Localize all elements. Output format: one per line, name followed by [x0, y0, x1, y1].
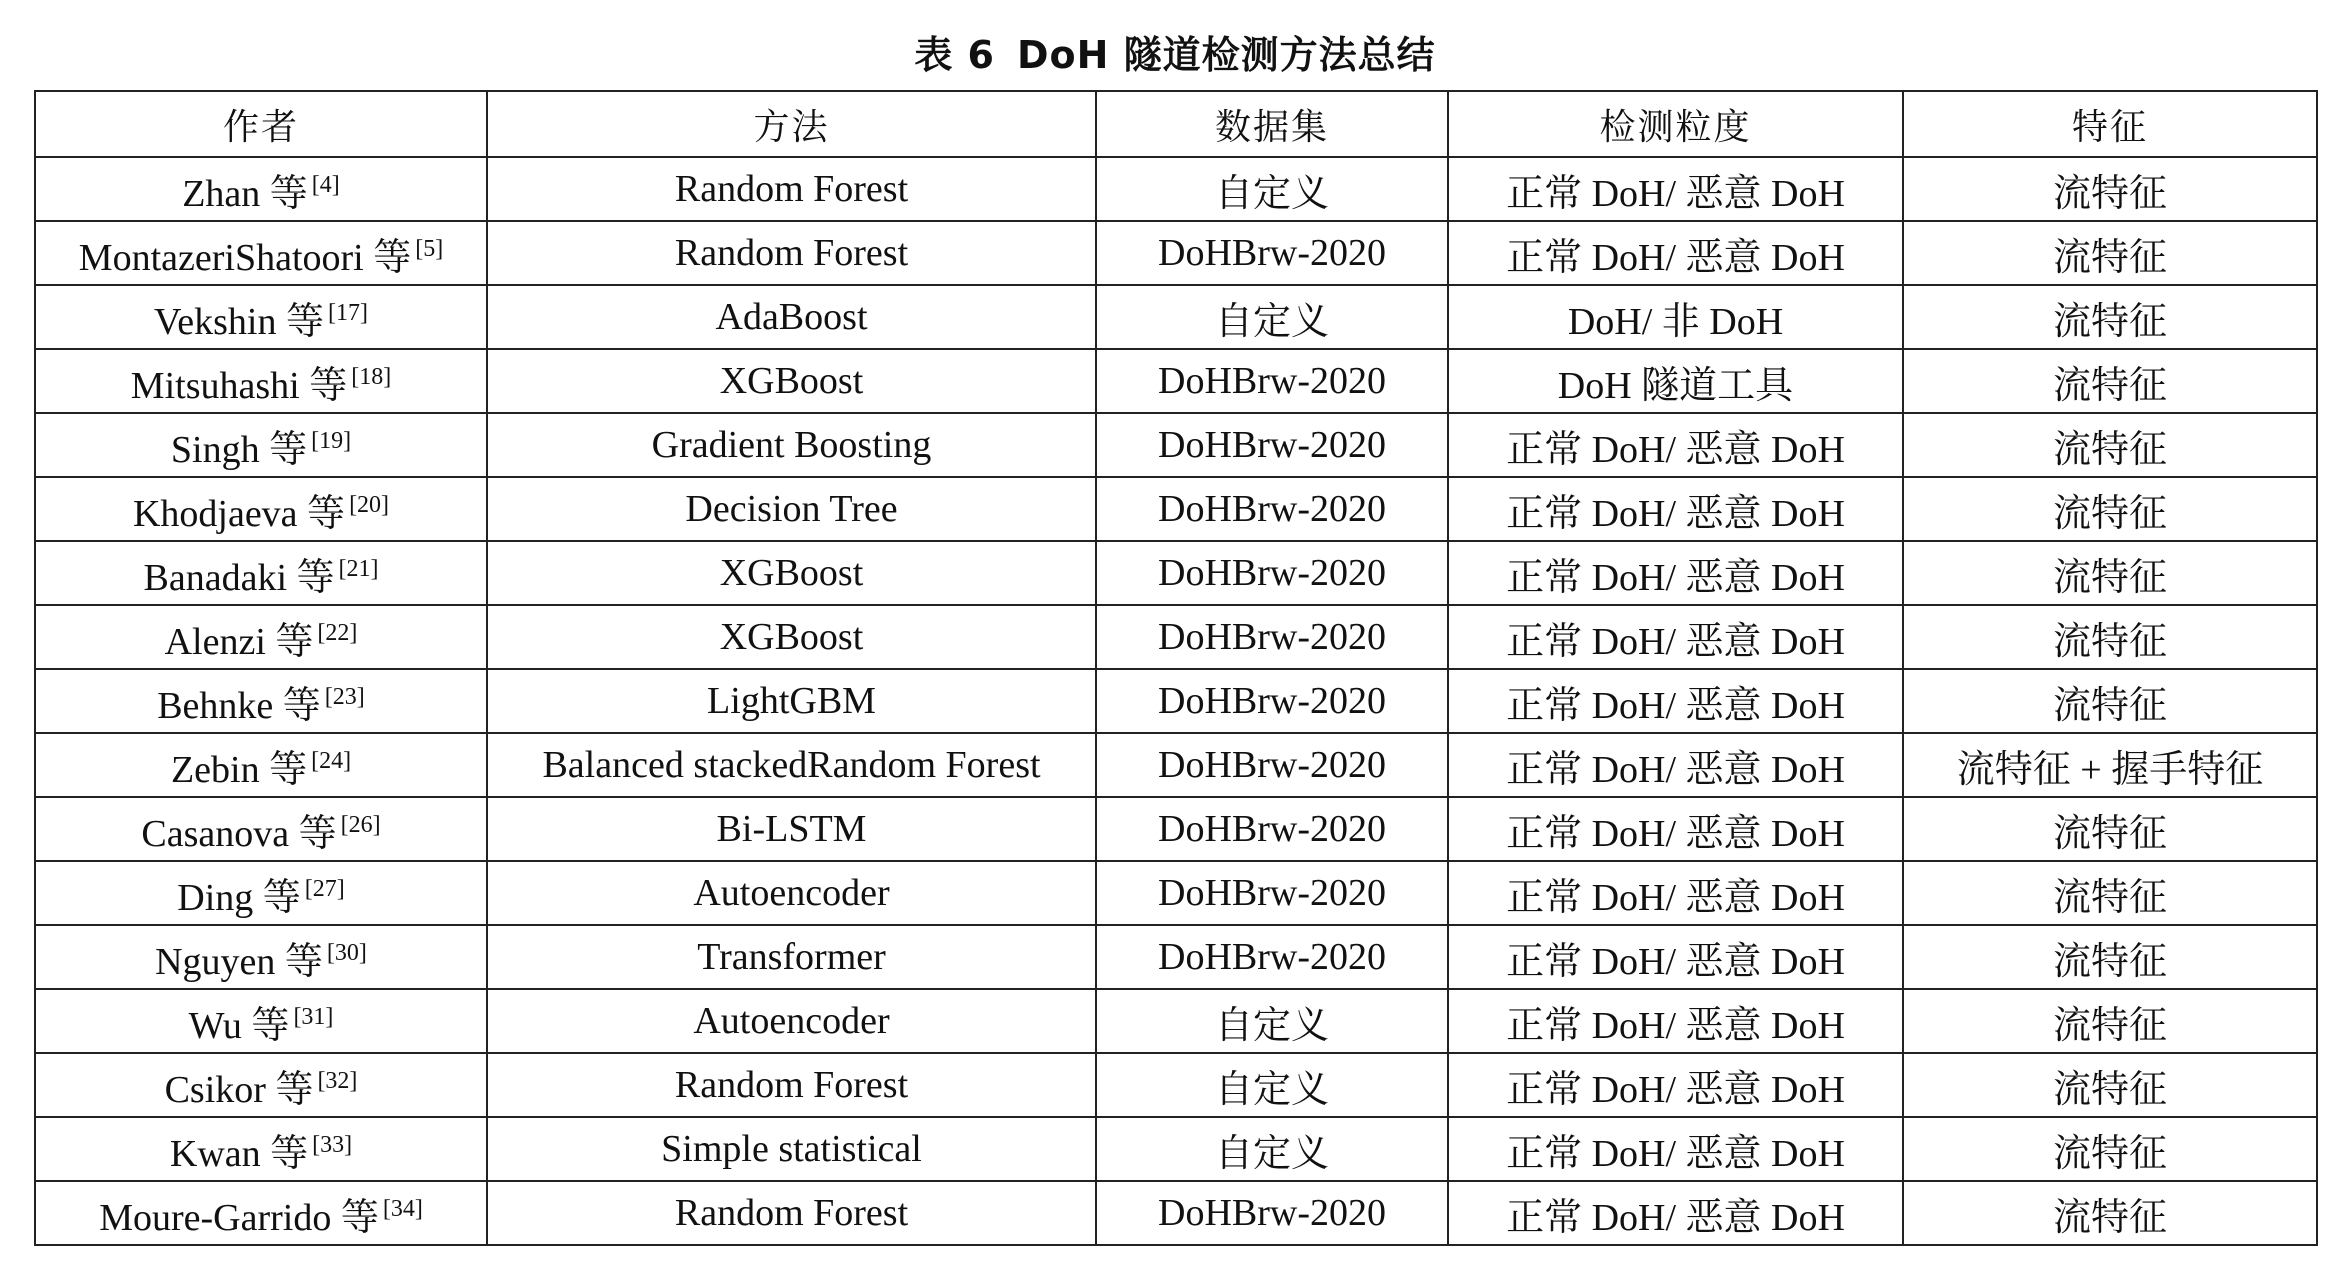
- table-row: [35, 541, 2317, 605]
- cell-feature: 流特征: [1903, 797, 2317, 861]
- cell-method: XGBoost: [487, 349, 1096, 413]
- cell-dataset: DoHBrw-2020: [1096, 861, 1448, 925]
- cell-author: [35, 925, 487, 989]
- cell-feature: 流特征: [1903, 1117, 2317, 1181]
- citation-ref: [26]: [340, 811, 381, 838]
- cell-feature: 流特征: [1903, 221, 2317, 285]
- cell-author: [35, 157, 487, 221]
- cell-author: [35, 669, 487, 733]
- cell-granularity: 正常 DoH/ 恶意 DoH: [1448, 221, 1903, 285]
- cell-author: [35, 1181, 487, 1245]
- cell-granularity: 正常 DoH/ 恶意 DoH: [1448, 541, 1903, 605]
- cell-author: [35, 221, 487, 285]
- citation-ref: [22]: [317, 619, 358, 646]
- cell-dataset: DoHBrw-2020: [1096, 413, 1448, 477]
- cell-feature: 流特征: [1903, 1181, 2317, 1245]
- cell-author: [35, 733, 487, 797]
- header-feature: 特征: [1903, 91, 2317, 157]
- cell-dataset: DoHBrw-2020: [1096, 221, 1448, 285]
- cell-dataset: DoHBrw-2020: [1096, 669, 1448, 733]
- citation-ref: [23]: [324, 683, 365, 710]
- cell-method: Random Forest: [487, 157, 1096, 221]
- cell-method: Autoencoder: [487, 989, 1096, 1053]
- table-row: [35, 669, 2317, 733]
- cell-method: Gradient Boosting: [487, 413, 1096, 477]
- author-name: Behnke 等: [157, 684, 321, 727]
- author-name: MontazeriShatoori 等: [78, 236, 412, 279]
- citation-ref: [20]: [349, 491, 390, 518]
- cell-method: XGBoost: [487, 605, 1096, 669]
- cell-author: [35, 285, 487, 349]
- cell-dataset: DoHBrw-2020: [1096, 925, 1448, 989]
- author-name: Khodjaeva 等: [132, 492, 346, 535]
- citation-ref: [31]: [293, 1003, 334, 1030]
- header-author: 作者: [35, 91, 487, 157]
- table-number: 表 6: [914, 33, 995, 77]
- header-dataset: 数据集: [1096, 91, 1448, 157]
- table-row: [35, 733, 2317, 797]
- cell-dataset: 自定义: [1096, 285, 1448, 349]
- citation-ref: [32]: [317, 1067, 358, 1094]
- cell-method: Transformer: [487, 925, 1096, 989]
- citation-ref: [27]: [304, 875, 345, 902]
- cell-author: [35, 1117, 487, 1181]
- cell-feature: 流特征: [1903, 349, 2317, 413]
- cell-author: [35, 413, 487, 477]
- table-header: [35, 91, 2317, 157]
- author-name: Singh 等: [170, 428, 308, 471]
- cell-feature: 流特征: [1903, 989, 2317, 1053]
- citation-ref: [17]: [327, 299, 368, 326]
- author-name: Kwan 等: [169, 1132, 309, 1175]
- cell-author: [35, 477, 487, 541]
- cell-granularity: 正常 DoH/ 恶意 DoH: [1448, 1117, 1903, 1181]
- citation-ref: [19]: [311, 427, 352, 454]
- cell-method: Balanced stackedRandom Forest: [487, 733, 1096, 797]
- cell-granularity: DoH/ 非 DoH: [1448, 285, 1903, 349]
- author-name: Banadaki 等: [143, 556, 335, 599]
- cell-dataset: 自定义: [1096, 989, 1448, 1053]
- cell-author: [35, 349, 487, 413]
- author-name: Casanova 等: [141, 812, 337, 855]
- cell-granularity: 正常 DoH/ 恶意 DoH: [1448, 605, 1903, 669]
- cell-feature: 流特征: [1903, 413, 2317, 477]
- cell-method: XGBoost: [487, 541, 1096, 605]
- cell-granularity: DoH 隧道工具: [1448, 349, 1903, 413]
- author-name: Vekshin 等: [154, 300, 324, 343]
- cell-method: Autoencoder: [487, 861, 1096, 925]
- cell-granularity: 正常 DoH/ 恶意 DoH: [1448, 989, 1903, 1053]
- cell-author: [35, 989, 487, 1053]
- table-row: [35, 605, 2317, 669]
- cell-dataset: DoHBrw-2020: [1096, 605, 1448, 669]
- cell-dataset: 自定义: [1096, 1053, 1448, 1117]
- cell-dataset: 自定义: [1096, 1117, 1448, 1181]
- citation-ref: [18]: [351, 363, 392, 390]
- header-row: [35, 91, 2317, 157]
- author-name: Nguyen 等: [155, 940, 323, 983]
- table-row: [35, 285, 2317, 349]
- cell-dataset: DoHBrw-2020: [1096, 733, 1448, 797]
- cell-feature: 流特征: [1903, 285, 2317, 349]
- cell-dataset: DoHBrw-2020: [1096, 477, 1448, 541]
- cell-granularity: 正常 DoH/ 恶意 DoH: [1448, 1181, 1903, 1245]
- author-name: Alenzi 等: [164, 620, 314, 663]
- table-row: [35, 1117, 2317, 1181]
- author-name: Ding 等: [177, 876, 301, 919]
- cell-feature: 流特征: [1903, 669, 2317, 733]
- citation-ref: [5]: [415, 235, 444, 262]
- cell-dataset: DoHBrw-2020: [1096, 541, 1448, 605]
- citation-ref: [4]: [311, 171, 340, 198]
- table-title: DoH 隧道检测方法总结: [1016, 33, 1436, 77]
- table-body: [35, 157, 2317, 1245]
- table-row: [35, 157, 2317, 221]
- cell-granularity: 正常 DoH/ 恶意 DoH: [1448, 157, 1903, 221]
- table-row: [35, 925, 2317, 989]
- cell-feature: 流特征: [1903, 925, 2317, 989]
- author-name: Zebin 等: [170, 748, 308, 791]
- cell-method: AdaBoost: [487, 285, 1096, 349]
- table-row: [35, 1053, 2317, 1117]
- table-row: [35, 989, 2317, 1053]
- cell-author: [35, 1053, 487, 1117]
- cell-feature: 流特征: [1903, 477, 2317, 541]
- cell-method: Random Forest: [487, 221, 1096, 285]
- table-row: [35, 861, 2317, 925]
- cell-feature: 流特征 + 握手特征: [1903, 733, 2317, 797]
- cell-granularity: 正常 DoH/ 恶意 DoH: [1448, 1053, 1903, 1117]
- citation-ref: [30]: [326, 939, 367, 966]
- citation-ref: [34]: [382, 1195, 423, 1222]
- cell-feature: 流特征: [1903, 541, 2317, 605]
- cell-dataset: DoHBrw-2020: [1096, 1181, 1448, 1245]
- table-caption: [0, 24, 2350, 86]
- cell-method: Decision Tree: [487, 477, 1096, 541]
- cell-feature: 流特征: [1903, 157, 2317, 221]
- header-granularity: 检测粒度: [1448, 91, 1903, 157]
- author-name: Moure-Garrido 等: [99, 1196, 379, 1239]
- cell-author: [35, 541, 487, 605]
- cell-granularity: 正常 DoH/ 恶意 DoH: [1448, 413, 1903, 477]
- cell-dataset: DoHBrw-2020: [1096, 349, 1448, 413]
- cell-author: [35, 861, 487, 925]
- citation-ref: [33]: [312, 1131, 353, 1158]
- cell-granularity: 正常 DoH/ 恶意 DoH: [1448, 477, 1903, 541]
- citation-ref: [24]: [311, 747, 352, 774]
- cell-granularity: 正常 DoH/ 恶意 DoH: [1448, 861, 1903, 925]
- cell-feature: 流特征: [1903, 1053, 2317, 1117]
- cell-granularity: 正常 DoH/ 恶意 DoH: [1448, 925, 1903, 989]
- cell-dataset: 自定义: [1096, 157, 1448, 221]
- table-row: [35, 221, 2317, 285]
- cell-feature: 流特征: [1903, 605, 2317, 669]
- cell-method: Random Forest: [487, 1053, 1096, 1117]
- author-name: Csikor 等: [164, 1068, 314, 1111]
- cell-method: Simple statistical: [487, 1117, 1096, 1181]
- table-row: [35, 477, 2317, 541]
- cell-method: LightGBM: [487, 669, 1096, 733]
- author-name: Mitsuhashi 等: [130, 364, 348, 407]
- cell-dataset: DoHBrw-2020: [1096, 797, 1448, 861]
- author-name: Zhan 等: [182, 172, 308, 215]
- cell-author: [35, 605, 487, 669]
- cell-method: Random Forest: [487, 1181, 1096, 1245]
- cell-granularity: 正常 DoH/ 恶意 DoH: [1448, 669, 1903, 733]
- table-row: [35, 413, 2317, 477]
- cell-author: [35, 797, 487, 861]
- cell-feature: 流特征: [1903, 861, 2317, 925]
- author-name: Wu 等: [188, 1004, 290, 1047]
- doh-detection-table: [34, 90, 2318, 1246]
- citation-ref: [21]: [338, 555, 379, 582]
- cell-granularity: 正常 DoH/ 恶意 DoH: [1448, 797, 1903, 861]
- cell-method: Bi-LSTM: [487, 797, 1096, 861]
- table-row: [35, 349, 2317, 413]
- header-method: 方法: [487, 91, 1096, 157]
- cell-granularity: 正常 DoH/ 恶意 DoH: [1448, 733, 1903, 797]
- table-row: [35, 797, 2317, 861]
- table-row: [35, 1181, 2317, 1245]
